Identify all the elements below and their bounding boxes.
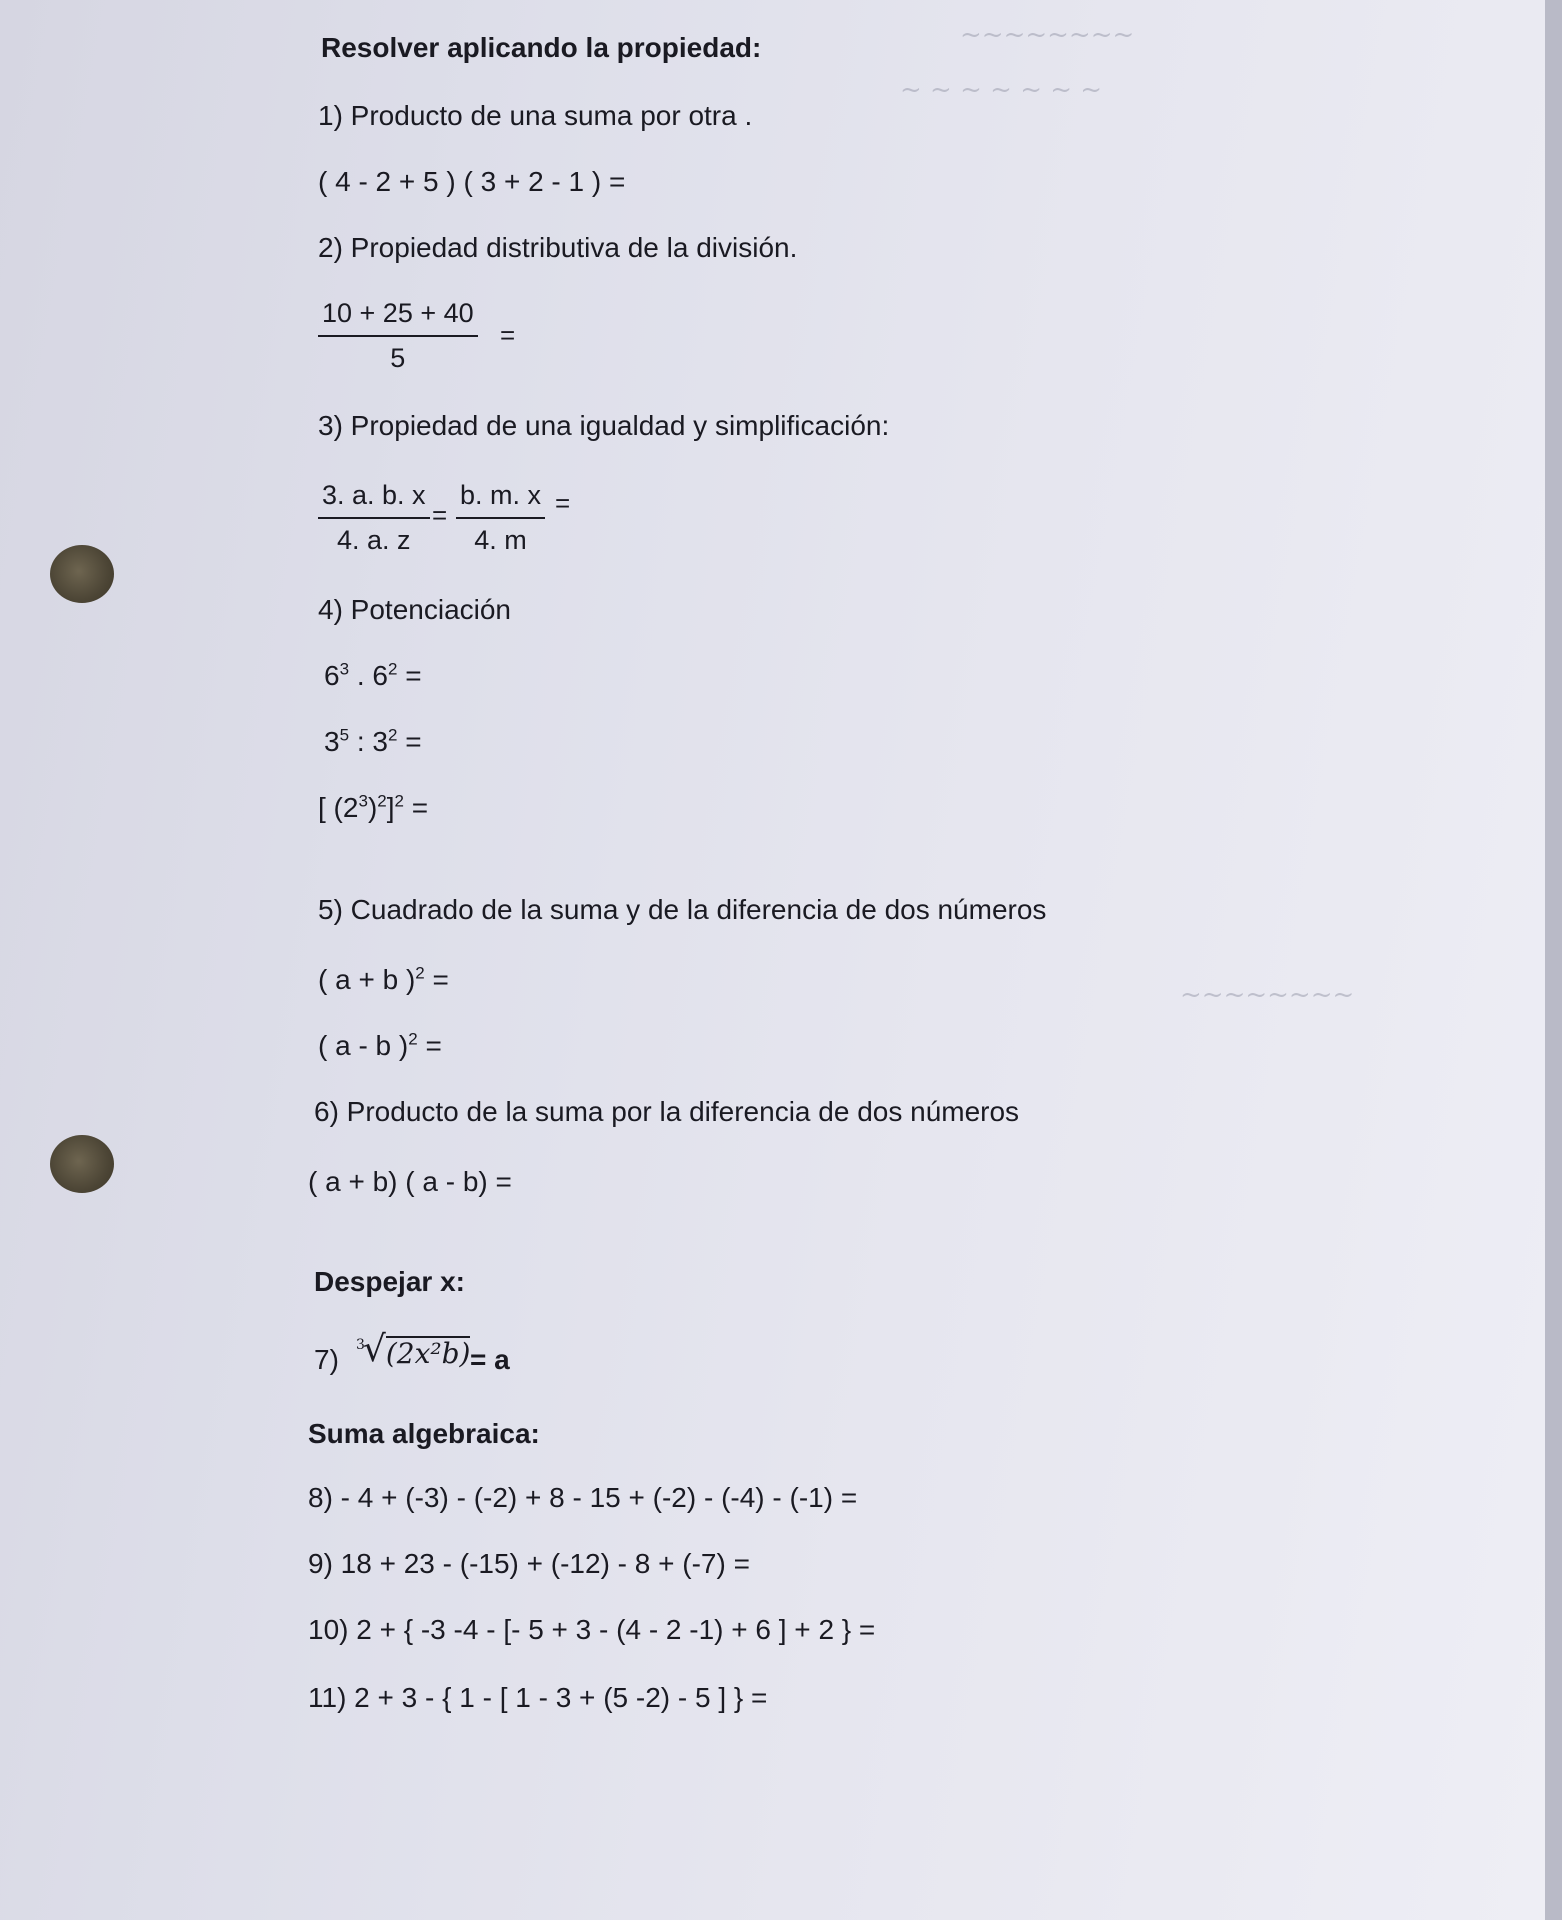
item-4-expression-c: [ $(2^3)^2]^2$ =: [318, 791, 429, 823]
item-2-heading: 2) Propiedad distributiva de la división.: [318, 232, 798, 263]
page-title: Resolver aplicando la propiedad:: [321, 32, 762, 63]
item-5-expression-a: ( a + b )$^2$ =: [318, 963, 449, 995]
fraction-denominator: 5: [390, 343, 406, 373]
item-3-end-equals: =: [555, 488, 571, 518]
item-3-left-fraction: [318, 482, 430, 554]
fraction-numerator: 10 + 25 + 40: [318, 300, 478, 337]
item-8-expression: 8) - 4 + (-3) - (-2) + 8 - 15 + (-2) - (-4) - (-1) =: [308, 1482, 858, 1513]
punch-hole: [50, 1135, 114, 1193]
item-4-heading: 4) Potenciación: [318, 594, 512, 625]
item-2-fraction: [318, 300, 478, 372]
bleed-through-mark: ~~~~~~~~: [960, 20, 1135, 50]
item-3-middle-equals: =: [432, 500, 448, 530]
page-edge: [1545, 0, 1562, 1920]
bleed-through-mark: ~~~~~~~~: [1180, 980, 1355, 1010]
radical-sign: √: [362, 1329, 386, 1370]
suma-title: Suma algebraica:: [308, 1418, 540, 1449]
item-6-expression: ( a + b) ( a - b) =: [308, 1166, 512, 1197]
item-7-root-expression: [356, 1329, 471, 1370]
item-5-heading: 5) Cuadrado de la suma y de la diferencia de dos números: [318, 894, 1047, 925]
punch-hole: [50, 545, 114, 603]
item-4-expression-b: $3^5$ : $3^2$ =: [324, 725, 422, 757]
item-10-expression: 10) 2 + { -3 -4 - [- 5 + 3 - (4 - 2 -1) + 6 ] + 2 } =: [308, 1614, 876, 1645]
radicand: (2x²b): [385, 1337, 471, 1370]
item-6-heading: 6) Producto de la suma por la diferencia de dos números: [314, 1096, 1020, 1127]
item-3-right-fraction: [456, 482, 545, 554]
item-9-expression: 9) 18 + 23 - (-15) + (-12) - 8 + (-7) =: [308, 1548, 750, 1579]
fraction-denominator: 4. m: [474, 525, 527, 555]
item-5-expression-b: ( a - b )$^2$ =: [318, 1029, 442, 1061]
item-2-equals: =: [500, 320, 516, 350]
fraction-numerator: 3. a. b. x: [318, 482, 430, 519]
despejar-title: Despejar x:: [314, 1266, 465, 1297]
item-4-expression-a: $6^3$ . $6^2$ =: [324, 659, 422, 691]
fraction-numerator: b. m. x: [456, 482, 545, 519]
fraction-denominator: 4. a. z: [337, 525, 411, 555]
item-1-expression: ( 4 - 2 + 5 ) ( 3 + 2 - 1 ) =: [318, 166, 626, 197]
item-1-heading: 1) Producto de una suma por otra .: [318, 100, 753, 131]
root-index: 3: [356, 1337, 365, 1353]
bleed-through-mark: ~ ~ ~ ~ ~ ~ ~: [900, 75, 1103, 105]
item-11-expression: 11) 2 + 3 - { 1 - [ 1 - 3 + (5 -2) - 5 ] } =: [308, 1682, 768, 1713]
item-7-label: 7): [314, 1344, 339, 1375]
item-7-rhs: = a: [470, 1344, 510, 1375]
item-3-heading: 3) Propiedad de una igualdad y simplificación:: [318, 410, 890, 441]
